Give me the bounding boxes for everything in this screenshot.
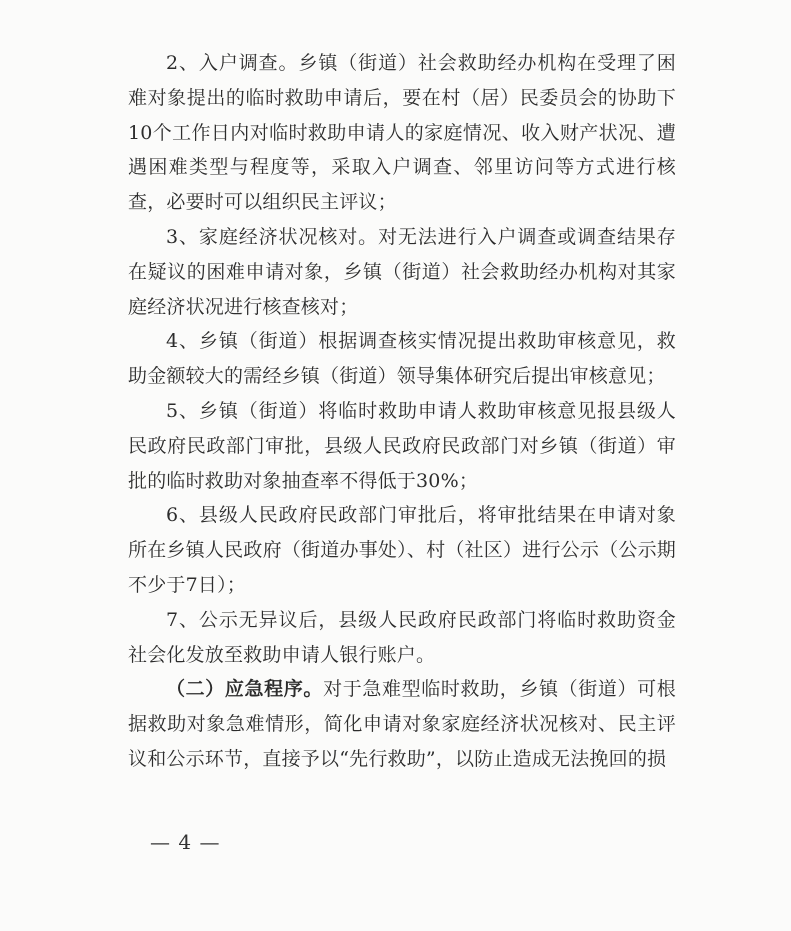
paragraph-home-survey <box>128 46 676 220</box>
paragraph-review-opinion <box>128 324 676 394</box>
page-number: — 4 — <box>150 830 221 854</box>
paragraph-economic-check <box>128 220 676 324</box>
paragraph-text: 对于急难型临时救助，乡镇（街道）可根据救助对象急难情形，简化申请对象家庭经济状况核对、民主评议和公示环节，直接予以“先行救助”，以防止造成无法挽回的损 <box>128 678 676 770</box>
paragraph-text: 5、乡镇（街道）将临时救助申请人救助审核意见报县级人民政府民政部门审批，县级人民政府民政部门对乡镇（街道）审批的临时救助对象抽查率不得低于30%； <box>128 399 676 492</box>
paragraph-text: 7、公示无异议后，县级人民政府民政部门将临时救助资金社会化发放至救助申请人银行账户。 <box>128 608 676 666</box>
paragraph-text: 4、乡镇（街道）根据调查核实情况提出救助审核意见，救助金额较大的需经乡镇（街道）领导集体研究后提出审核意见； <box>128 330 676 388</box>
paragraph-text: 6、县级人民政府民政部门审批后，将审批结果在申请对象所在乡镇人民政府（街道办事处）、村（社区）进行公示（公示期不少于7日）； <box>128 504 676 596</box>
body-text <box>128 46 676 777</box>
paragraph-emergency-procedure <box>128 672 676 776</box>
paragraph-approval <box>128 394 676 498</box>
paragraph-public-notice <box>128 498 676 602</box>
paragraph-text: 2、入户调查。乡镇（街道）社会救助经办机构在受理了困难对象提出的临时救助申请后，要在村（居）民委员会的协助下10个工作日内对临时救助申请人的家庭情况、收入财产状况、遭遇困难类型与程度等，采取入户调查、邻里访问等方式进行核查，必要时可以组织民主评议； <box>128 52 676 214</box>
section-heading: （二）应急程序。 <box>166 678 324 701</box>
paragraph-text: 3、家庭经济状况核对。对无法进行入户调查或调查结果存在疑议的困难申请对象，乡镇（街道）社会救助经办机构对其家庭经济状况进行核查核对； <box>128 225 676 318</box>
paragraph-fund-distribution <box>128 603 676 673</box>
